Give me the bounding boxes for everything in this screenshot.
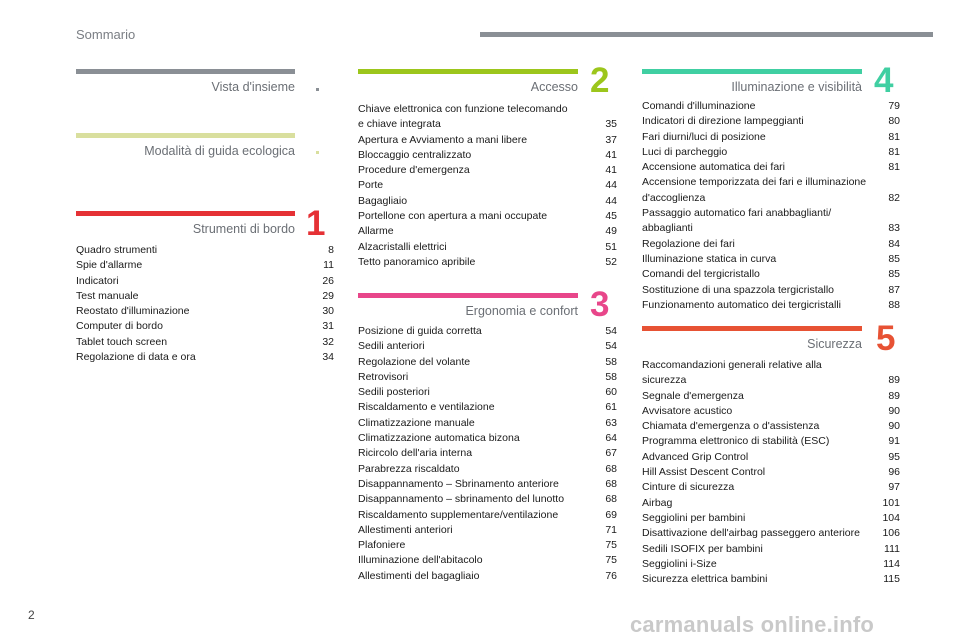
toc-entry[interactable] <box>358 385 617 400</box>
toc-entry-page: 81 <box>888 130 900 143</box>
toc-entry-page: 85 <box>888 252 900 265</box>
toc-entry-label: Sedili anteriori <box>358 340 425 353</box>
toc-entry-page: 58 <box>605 355 617 368</box>
toc-entry-label: Avvisatore acustico <box>642 404 733 417</box>
toc-entry-page: 90 <box>888 420 900 433</box>
section-title-overview[interactable]: Vista d'insieme <box>211 80 295 94</box>
toc-entry[interactable] <box>358 508 617 523</box>
toc-entry[interactable] <box>358 209 617 224</box>
toc-entry-page: 58 <box>605 370 617 383</box>
toc-entry-label: Posizione di guida corretta <box>358 325 482 337</box>
toc-entry[interactable] <box>358 355 617 370</box>
toc-entry-page: 80 <box>888 115 900 128</box>
toc-entry[interactable] <box>642 496 900 511</box>
toc-entry-page: 54 <box>605 325 617 337</box>
toc-entry[interactable] <box>642 160 900 175</box>
toc-entry[interactable] <box>642 511 900 526</box>
toc-entry[interactable] <box>642 358 900 389</box>
page-title: Sommario <box>76 27 136 42</box>
toc-entry-label: Illuminazione dell'abitacolo <box>358 554 483 567</box>
toc-entry-page: 115 <box>883 573 900 586</box>
toc-entry[interactable] <box>642 389 900 404</box>
toc-entry[interactable] <box>358 431 617 446</box>
toc-entry-label: Funzionamento automatico dei tergicristalli <box>642 298 842 311</box>
toc-entry-label: Passaggio automatico fari anabbaglianti/ abbaglianti <box>642 207 832 235</box>
section-title-eco[interactable]: Modalità di guida ecologica <box>144 144 295 158</box>
toc-entry-label: Test manuale <box>76 289 139 302</box>
toc-entry[interactable] <box>76 258 334 273</box>
toc-entry-page: 83 <box>888 222 900 235</box>
toc-entry-page: 68 <box>605 462 617 475</box>
toc-entry-label: Comandi d'illuminazione <box>642 100 756 112</box>
toc-entry-label: Disattivazione dell'airbag passeggero anteriore <box>642 527 860 540</box>
toc-entry-label: Indicatori di direzione lampeggianti <box>642 115 804 128</box>
toc-entry[interactable] <box>642 419 900 434</box>
toc-entry[interactable] <box>642 404 900 419</box>
toc-entry-label: Portellone con apertura a mani occupate <box>358 210 548 223</box>
toc-entry-label: Accensione automatica dei fari <box>642 161 785 174</box>
toc-entry[interactable] <box>358 339 617 354</box>
toc-entry-page: 71 <box>605 523 617 536</box>
toc-entry[interactable] <box>642 480 900 495</box>
toc-entry-page: 104 <box>882 511 900 524</box>
toc-entry-page: 64 <box>605 432 617 445</box>
toc-entry-page: 68 <box>605 493 617 506</box>
toc-entry-page: 45 <box>605 210 617 223</box>
toc-list-instruments <box>76 243 334 365</box>
toc-entry-page: 52 <box>605 255 617 268</box>
toc-entry-label: Plafoniere <box>358 539 406 552</box>
toc-entry[interactable] <box>358 240 617 255</box>
toc-entry-page: 69 <box>605 508 617 521</box>
section-title-safety[interactable]: Sicurezza <box>807 337 862 351</box>
toc-entry-label: Riscaldamento e ventilazione <box>358 401 495 414</box>
toc-entry[interactable] <box>358 477 617 492</box>
toc-entry[interactable] <box>642 237 900 252</box>
access-bar <box>358 69 578 74</box>
safety-bar <box>642 326 862 331</box>
toc-entry[interactable] <box>358 462 617 477</box>
toc-entry-page: 37 <box>605 133 617 146</box>
lighting-bar <box>642 69 862 74</box>
toc-entry-label: Airbag <box>642 496 673 509</box>
instruments-bar <box>76 211 295 216</box>
toc-entry[interactable] <box>642 572 900 587</box>
toc-entry-page: 30 <box>322 305 334 318</box>
toc-entry[interactable] <box>76 243 334 258</box>
toc-entry-label: Sicurezza elettrica bambini <box>642 573 768 586</box>
toc-entry[interactable] <box>642 434 900 449</box>
toc-entry[interactable] <box>642 145 900 160</box>
section-title-instruments[interactable]: Strumenti di bordo <box>192 222 295 236</box>
toc-entry[interactable] <box>358 446 617 461</box>
toc-entry-label: Alzacristalli elettrici <box>358 240 447 253</box>
toc-entry-page: 67 <box>605 447 617 460</box>
page-number: 2 <box>28 608 35 622</box>
toc-entry-label: Chiamata d'emergenza o d'assistenza <box>642 420 820 433</box>
toc-entry-page: 88 <box>888 298 900 311</box>
section-number-ergonomics: 3 <box>590 285 610 324</box>
toc-entry[interactable] <box>358 553 617 568</box>
section-title-access[interactable]: Accesso <box>530 80 578 94</box>
toc-entry-page: 96 <box>888 466 900 479</box>
toc-entry[interactable] <box>76 274 334 289</box>
toc-entry[interactable] <box>358 255 617 270</box>
toc-entry-label: Indicatori <box>76 274 119 287</box>
toc-entry[interactable] <box>642 542 900 557</box>
toc-entry-label: Hill Assist Descent Control <box>642 466 766 479</box>
toc-entry[interactable] <box>76 335 334 350</box>
toc-entry-page: 8 <box>328 244 334 256</box>
toc-entry-page: 75 <box>605 539 617 552</box>
toc-entry-label: Climatizzazione automatica bizona <box>358 432 520 445</box>
toc-entry-label: Disappannamento – Sbrinamento anteriore <box>358 477 559 490</box>
toc-entry[interactable] <box>358 569 617 584</box>
toc-entry-label: Regolazione dei fari <box>642 237 735 250</box>
toc-entry-label: Segnale d'emergenza <box>642 389 744 402</box>
toc-entry-label: Tetto panoramico apribile <box>358 255 476 268</box>
eco-bar <box>76 133 295 138</box>
toc-entry[interactable] <box>642 99 900 114</box>
toc-entry-label: Spie d'allarme <box>76 259 143 272</box>
toc-entry-page: 35 <box>605 118 617 131</box>
toc-entry-page: 54 <box>605 340 617 353</box>
toc-entry-page: 11 <box>323 259 334 272</box>
toc-entry-page: 97 <box>888 481 900 494</box>
toc-entry-label: Sostituzione di una spazzola tergicristallo <box>642 283 835 296</box>
toc-entry-page: 75 <box>605 554 617 567</box>
toc-entry-label: Disappannamento – sbrinamento del lunotto <box>358 493 565 506</box>
toc-entry-label: Quadro strumenti <box>76 244 158 256</box>
eco-marker <box>316 151 319 154</box>
toc-entry-page: 89 <box>888 374 900 387</box>
toc-entry-page: 61 <box>605 401 617 414</box>
toc-entry-label: Advanced Grip Control <box>642 450 749 463</box>
toc-entry-label: Porte <box>358 179 384 192</box>
toc-entry[interactable] <box>358 370 617 385</box>
toc-entry-label: Sedili posteriori <box>358 386 430 399</box>
toc-entry-page: 63 <box>605 416 617 429</box>
toc-entry[interactable] <box>358 148 617 163</box>
toc-entry-page: 106 <box>882 527 900 540</box>
toc-entry[interactable] <box>642 298 900 313</box>
toc-entry-label: Parabrezza riscaldato <box>358 462 460 475</box>
toc-entry-page: 87 <box>888 283 900 296</box>
toc-entry-page: 81 <box>888 161 900 174</box>
toc-entry-page: 68 <box>605 477 617 490</box>
toc-entry[interactable] <box>642 450 900 465</box>
toc-entry-label: Procedure d'emergenza <box>358 164 470 177</box>
toc-entry[interactable] <box>358 538 617 553</box>
toc-entry[interactable] <box>358 178 617 193</box>
toc-entry-label: Riscaldamento supplementare/ventilazione <box>358 508 559 521</box>
overview-bar <box>76 69 295 74</box>
toc-list-safety <box>642 358 900 587</box>
toc-entry[interactable] <box>358 102 617 133</box>
toc-entry[interactable] <box>76 289 334 304</box>
toc-entry[interactable] <box>642 206 900 237</box>
toc-entry-label: Seggiolini i-Size <box>642 557 717 570</box>
toc-entry[interactable] <box>358 163 617 178</box>
toc-entry-page: 85 <box>888 268 900 281</box>
section-number-lighting: 4 <box>874 61 894 100</box>
toc-entry-label: Apertura e Avviamento a mani libere <box>358 133 528 146</box>
toc-list-ergonomics <box>358 324 617 584</box>
toc-entry-label: Ricircolo dell'aria interna <box>358 447 473 460</box>
toc-entry[interactable] <box>642 130 900 145</box>
toc-entry[interactable] <box>642 283 900 298</box>
overview-marker <box>316 88 319 91</box>
toc-entry-label: Bloccaggio centralizzato <box>358 148 472 161</box>
toc-entry-label: Allestimenti del bagagliaio <box>358 569 480 582</box>
toc-entry[interactable] <box>642 557 900 572</box>
toc-entry-page: 95 <box>888 450 900 463</box>
toc-entry[interactable] <box>358 400 617 415</box>
toc-entry-page: 101 <box>882 496 900 509</box>
toc-list-access <box>358 102 617 270</box>
toc-entry-page: 60 <box>605 386 617 399</box>
toc-entry-page: 31 <box>322 320 334 333</box>
toc-entry-page: 29 <box>322 289 334 302</box>
toc-entry[interactable] <box>358 416 617 431</box>
toc-entry[interactable] <box>642 114 900 129</box>
ergonomics-bar <box>358 293 578 298</box>
toc-entry-label: Computer di bordo <box>76 320 163 333</box>
toc-entry[interactable] <box>642 267 900 282</box>
toc-entry-page: 41 <box>605 164 617 177</box>
toc-entry-page: 32 <box>322 335 334 348</box>
toc-entry-page: 26 <box>322 274 334 287</box>
toc-entry[interactable] <box>642 526 900 541</box>
toc-entry-label: Regolazione del volante <box>358 355 471 368</box>
toc-entry-label: Comandi del tergicristallo <box>642 268 760 281</box>
section-title-lighting[interactable]: Illuminazione e visibilità <box>731 80 862 94</box>
toc-entry-label: Retrovisori <box>358 370 409 383</box>
header-bar <box>480 32 933 37</box>
toc-entry-page: 44 <box>605 194 617 207</box>
toc-entry-page: 41 <box>605 148 617 161</box>
toc-entry-label: Luci di parcheggio <box>642 145 728 158</box>
watermark: carmanuals online.info <box>630 612 875 637</box>
toc-entry-label: Illuminazione statica in curva <box>642 252 777 265</box>
toc-entry[interactable] <box>358 133 617 148</box>
toc-entry-label: Programma elettronico di stabilità (ESC) <box>642 435 830 448</box>
toc-entry[interactable] <box>76 350 334 365</box>
toc-list-lighting <box>642 99 900 313</box>
toc-entry-label: Sedili ISOFIX per bambini <box>642 542 763 555</box>
toc-entry-label: Regolazione di data e ora <box>76 351 196 364</box>
toc-entry-page: 34 <box>322 351 334 364</box>
toc-entry-page: 91 <box>888 435 900 448</box>
toc-entry[interactable] <box>642 465 900 480</box>
toc-entry-label: Accensione temporizzata dei fari e illuminazione d'accoglienza <box>642 176 867 204</box>
toc-entry-page: 82 <box>888 191 900 204</box>
toc-entry-page: 79 <box>888 100 900 112</box>
toc-entry[interactable] <box>358 194 617 209</box>
toc-entry-page: 81 <box>888 145 900 158</box>
toc-entry-page: 114 <box>883 557 900 570</box>
toc-entry-page: 44 <box>605 179 617 192</box>
section-number-instruments: 1 <box>306 204 326 243</box>
section-number-safety: 5 <box>876 319 896 358</box>
toc-entry[interactable] <box>358 224 617 239</box>
toc-entry-label: Allarme <box>358 225 394 238</box>
toc-entry-label: Chiave elettronica con funzione telecomando e chiave integrata <box>358 103 568 131</box>
toc-entry-page: 90 <box>888 404 900 417</box>
toc-entry-page: 111 <box>884 542 900 555</box>
toc-entry-label: Fari diurni/luci di posizione <box>642 130 766 143</box>
toc-entry[interactable] <box>642 252 900 267</box>
toc-entry[interactable] <box>642 175 900 206</box>
toc-entry-label: Reostato d'illuminazione <box>76 305 190 318</box>
toc-entry-page: 84 <box>888 237 900 250</box>
toc-entry[interactable] <box>358 523 617 538</box>
toc-entry-page: 76 <box>605 569 617 582</box>
toc-entry-label: Raccomandazioni generali relative alla sicurezza <box>642 359 822 387</box>
toc-entry-label: Tablet touch screen <box>76 335 168 348</box>
toc-entry-label: Cinture di sicurezza <box>642 481 735 494</box>
section-number-access: 2 <box>590 61 610 100</box>
toc-entry[interactable] <box>358 492 617 507</box>
toc-entry-label: Climatizzazione manuale <box>358 416 475 429</box>
toc-entry-page: 51 <box>605 240 617 253</box>
section-title-ergonomics[interactable]: Ergonomia e confort <box>465 304 578 318</box>
toc-entry[interactable] <box>76 304 334 319</box>
toc-entry-label: Seggiolini per bambini <box>642 511 746 524</box>
toc-entry-label: Bagagliaio <box>358 194 408 207</box>
toc-entry-page: 49 <box>605 225 617 238</box>
toc-entry-page: 89 <box>888 389 900 402</box>
toc-entry-label: Allestimenti anteriori <box>358 523 453 536</box>
toc-entry[interactable] <box>76 319 334 334</box>
toc-entry[interactable] <box>358 324 617 339</box>
